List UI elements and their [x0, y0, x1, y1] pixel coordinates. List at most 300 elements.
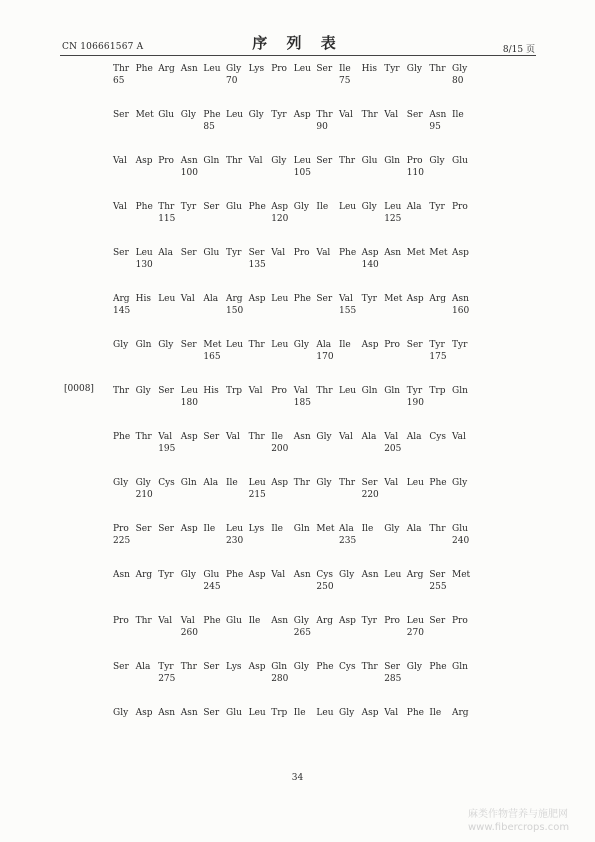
residue: Gly — [339, 570, 355, 580]
residue: Pro — [113, 524, 129, 534]
residue: Gly — [384, 524, 400, 534]
residue: Asn — [361, 570, 379, 580]
residue: Asn — [180, 708, 198, 718]
residue: Gln — [384, 156, 401, 166]
residue: Ser — [316, 294, 333, 304]
position-number: 225 — [113, 536, 131, 546]
position-number: 80 — [452, 76, 464, 86]
position-number: 245 — [203, 582, 221, 592]
residue: Glu — [452, 524, 468, 534]
position-number: 200 — [271, 444, 289, 454]
residue: Thr — [361, 110, 378, 120]
residue: Thr — [339, 478, 356, 488]
residue: Val — [158, 616, 173, 626]
residue: Gly — [180, 110, 196, 120]
residue: Phe — [339, 248, 357, 258]
residue: Leu — [271, 340, 289, 350]
position-number: 205 — [384, 444, 402, 454]
residue: Arg — [158, 64, 175, 74]
residue: Val — [180, 294, 195, 304]
residue: Glu — [226, 616, 242, 626]
sequence-block — [0, 156, 595, 188]
sequence-block — [0, 64, 595, 96]
residue: Leu — [384, 202, 402, 212]
residue: Asp — [271, 202, 289, 212]
residue: Asp — [361, 708, 379, 718]
position-number: 165 — [203, 352, 221, 362]
residue: Ile — [316, 202, 329, 212]
residue: Phe — [135, 64, 153, 74]
residue: Val — [180, 616, 195, 626]
residue: Arg — [452, 708, 469, 718]
residue: Ile — [429, 708, 442, 718]
residue: Val — [384, 708, 399, 718]
residue: Val — [271, 570, 286, 580]
residue: Ile — [452, 110, 464, 120]
residue: Val — [271, 248, 286, 258]
position-number: 130 — [135, 260, 153, 270]
residue: Tyr — [406, 386, 423, 396]
residue: Tyr — [384, 64, 400, 74]
position-number: 125 — [384, 214, 402, 224]
residue: Asn — [384, 248, 402, 258]
sequence-block — [0, 248, 595, 280]
residue: Pro — [113, 616, 129, 626]
residue: Arg — [316, 616, 333, 626]
residue: Asn — [113, 570, 130, 580]
residue: Arg — [429, 294, 446, 304]
residue: Asn — [293, 570, 311, 580]
residue: Ile — [339, 340, 351, 350]
position-number: 105 — [293, 168, 311, 178]
residue: Thr — [248, 340, 265, 350]
residue: Glu — [226, 202, 242, 212]
residue: Pro — [452, 202, 468, 212]
residue: Leu — [339, 202, 357, 212]
residue: Arg — [113, 294, 130, 304]
residue: His — [203, 386, 219, 396]
residue: Gly — [339, 708, 355, 718]
residue: Ser — [113, 110, 129, 120]
residue: Cys — [316, 570, 333, 580]
residue: Asp — [248, 662, 266, 672]
residue: Gly — [180, 570, 196, 580]
residue: Asn — [293, 432, 311, 442]
residue: Gly — [293, 202, 309, 212]
position-number: 95 — [429, 122, 441, 132]
residue: Gln — [452, 662, 468, 672]
residue: Leu — [248, 708, 266, 718]
position-number: 190 — [406, 398, 424, 408]
residue: Tyr — [429, 202, 445, 212]
residue: Ile — [248, 616, 261, 626]
position-number: 110 — [406, 168, 424, 178]
residue: Asp — [180, 524, 198, 534]
residue: Gly — [316, 432, 332, 442]
residue: Val — [293, 386, 308, 396]
residue: Trp — [226, 386, 243, 396]
residue: Leu — [226, 110, 244, 120]
residue: Phe — [429, 662, 447, 672]
position-number: 155 — [339, 306, 357, 316]
residue: Pro — [384, 616, 400, 626]
page-counter: 8/15 页 — [502, 45, 535, 55]
residue: Gly — [406, 64, 422, 74]
residue: Phe — [316, 662, 334, 672]
residue: Trp — [429, 386, 446, 396]
position-number: 115 — [158, 214, 176, 224]
residue: Thr — [248, 432, 265, 442]
residue: Val — [248, 386, 263, 396]
position-number: 100 — [180, 168, 198, 178]
residue: Ala — [406, 202, 422, 212]
sequence-block — [0, 432, 595, 464]
residue: Ala — [316, 340, 332, 350]
residue: Leu — [384, 570, 402, 580]
residue: Val — [248, 156, 263, 166]
residue: Leu — [226, 524, 244, 534]
residue: Leu — [248, 478, 266, 488]
residue: Gln — [135, 340, 152, 350]
residue: Asn — [271, 616, 289, 626]
residue: Lys — [226, 662, 242, 672]
residue: Phe — [203, 616, 221, 626]
residue: Gly — [452, 64, 468, 74]
sequence-block — [0, 386, 595, 418]
position-number: 220 — [361, 490, 379, 500]
residue: Leu — [226, 340, 244, 350]
sequence-block — [0, 110, 595, 142]
residue: Lys — [248, 64, 265, 74]
page-title: 序 列 表 — [252, 34, 343, 52]
residue: Phe — [248, 202, 266, 212]
residue: Tyr — [180, 202, 197, 212]
residue: Arg — [406, 570, 424, 580]
residue: Ser — [180, 340, 197, 350]
residue: Thr — [113, 386, 130, 396]
residue: Gly — [226, 64, 242, 74]
residue: Gly — [135, 386, 151, 396]
header-divider — [60, 55, 536, 56]
residue: Asp — [271, 478, 289, 488]
residue: Thr — [180, 662, 197, 672]
residue: Gly — [135, 478, 151, 488]
residue: Leu — [406, 616, 424, 626]
residue: Ala — [203, 294, 219, 304]
residue: Gln — [361, 386, 378, 396]
position-number: 70 — [226, 76, 238, 86]
residue: Met — [316, 524, 335, 534]
residue: Gly — [113, 708, 129, 718]
residue: Gly — [316, 478, 332, 488]
position-number: 260 — [180, 628, 198, 638]
position-number: 90 — [316, 122, 328, 132]
residue: Gly — [361, 202, 377, 212]
residue: Val — [226, 432, 240, 442]
residue: Glu — [158, 110, 175, 120]
residue: Asp — [361, 248, 379, 258]
position-number: 85 — [203, 122, 215, 132]
residue: Ala — [158, 248, 173, 258]
residue: Leu — [158, 294, 176, 304]
position-number: 120 — [271, 214, 289, 224]
residue: Ser — [384, 662, 400, 672]
residue: Pro — [271, 386, 287, 396]
residue: Ile — [293, 708, 306, 718]
residue: Tyr — [429, 340, 445, 350]
position-number: 230 — [226, 536, 244, 546]
position-number: 285 — [384, 674, 402, 684]
residue: Leu — [135, 248, 153, 258]
position-number: 75 — [339, 76, 351, 86]
position-number: 160 — [452, 306, 470, 316]
position-number: 175 — [429, 352, 447, 362]
residue: Ile — [226, 478, 238, 488]
residue: Asp — [361, 340, 379, 350]
residue: Asp — [339, 616, 356, 626]
residue: Asn — [452, 294, 469, 304]
residue: Glu — [361, 156, 378, 166]
residue: Ser — [203, 202, 220, 212]
residue: Asp — [452, 248, 469, 258]
residue: Leu — [180, 386, 198, 396]
sequence-block — [0, 708, 595, 740]
residue: Val — [339, 432, 353, 442]
watermark-url: www.fibercrops.com — [468, 822, 570, 833]
residue: Ser — [316, 64, 333, 74]
residue: Met — [203, 340, 222, 350]
residue: Ser — [180, 248, 197, 258]
page-number: 34 — [291, 773, 304, 783]
residue: Phe — [113, 432, 131, 442]
residue: Val — [452, 432, 466, 442]
sequence-block — [0, 662, 595, 694]
position-number: 140 — [361, 260, 379, 270]
residue: Gly — [113, 340, 129, 350]
residue: Tyr — [361, 616, 377, 626]
residue: His — [361, 64, 377, 74]
residue: Ser — [429, 570, 446, 580]
residue: Gln — [452, 386, 468, 396]
residue: Phe — [293, 294, 311, 304]
residue: Thr — [361, 662, 378, 672]
residue: Val — [384, 478, 399, 488]
residue: Ser — [113, 662, 129, 672]
residue: Asp — [248, 570, 266, 580]
position-number: 255 — [429, 582, 447, 592]
residue: Met — [384, 294, 403, 304]
residue: Tyr — [226, 248, 242, 258]
residue: Glu — [226, 708, 242, 718]
residue: Ile — [339, 64, 351, 74]
sequence-block — [0, 478, 595, 510]
residue: Asn — [429, 110, 447, 120]
sequence-block — [0, 524, 595, 556]
position-number: 195 — [158, 444, 176, 454]
residue: Val — [339, 294, 353, 304]
residue: Val — [113, 156, 127, 166]
position-number: 215 — [248, 490, 266, 500]
residue: Ala — [361, 432, 377, 442]
residue: Ile — [271, 524, 283, 534]
residue: Pro — [271, 64, 287, 74]
sequence-block — [0, 570, 595, 602]
residue: Ala — [406, 524, 422, 534]
residue: Tyr — [158, 662, 174, 672]
residue: Gly — [293, 662, 309, 672]
residue: Gln — [384, 386, 401, 396]
position-number: 280 — [271, 674, 289, 684]
residue: Asn — [158, 708, 176, 718]
residue: Thr — [293, 478, 310, 488]
residue: Val — [316, 248, 331, 258]
residue: Leu — [293, 156, 311, 166]
position-number: 275 — [158, 674, 176, 684]
residue: Asp — [135, 708, 153, 718]
residue: Gly — [271, 156, 287, 166]
residue: Gln — [271, 662, 288, 672]
position-number: 170 — [316, 352, 334, 362]
residue: Thr — [316, 110, 333, 120]
residue: Asp — [135, 156, 153, 166]
paragraph-tag: [0008] — [64, 384, 94, 394]
residue: Arg — [226, 294, 243, 304]
watermark — [468, 808, 593, 834]
watermark-text: 麻类作物营养与施肥网 — [468, 809, 568, 820]
residue: Asn — [180, 156, 198, 166]
residue: Pro — [452, 616, 468, 626]
residue: Phe — [406, 708, 424, 718]
residue: Leu — [271, 294, 289, 304]
residue: Gly — [248, 110, 264, 120]
residue: Glu — [203, 248, 220, 258]
residue: Gly — [429, 156, 445, 166]
residue: Gln — [293, 524, 310, 534]
position-number: 250 — [316, 582, 334, 592]
residue: Thr — [226, 156, 243, 166]
residue: Lys — [248, 524, 265, 534]
residue: Met — [452, 570, 471, 580]
residue: Phe — [203, 110, 221, 120]
residue: Glu — [452, 156, 468, 166]
residue: Trp — [271, 708, 288, 718]
residue: Ile — [203, 524, 216, 534]
residue: Asp — [293, 110, 311, 120]
position-number: 240 — [452, 536, 470, 546]
residue: Pro — [406, 156, 423, 166]
residue: Tyr — [452, 340, 468, 350]
position-number: 210 — [135, 490, 153, 500]
position-number: 135 — [248, 260, 266, 270]
residue: Tyr — [361, 294, 377, 304]
residue: Thr — [113, 64, 130, 74]
residue: Thr — [158, 202, 175, 212]
residue: Gly — [406, 662, 422, 672]
residue: Gly — [113, 478, 129, 488]
residue: Ser — [158, 524, 174, 534]
residue: Gly — [293, 616, 309, 626]
residue: Asn — [180, 64, 198, 74]
residue: Pro — [293, 248, 310, 258]
residue: Cys — [339, 662, 356, 672]
residue: Gln — [180, 478, 197, 488]
position-number: 185 — [293, 398, 311, 408]
residue: Ser — [406, 110, 423, 120]
residue: Ser — [203, 662, 220, 672]
residue: Met — [135, 110, 154, 120]
residue: Ile — [361, 524, 374, 534]
residue: Ser — [316, 156, 333, 166]
residue: Ser — [361, 478, 378, 488]
residue: Thr — [429, 64, 446, 74]
position-number: 265 — [293, 628, 311, 638]
residue: Cys — [429, 432, 446, 442]
residue: Val — [384, 110, 399, 120]
residue: Ala — [406, 432, 422, 442]
sequence-block — [0, 294, 595, 326]
residue: Thr — [316, 386, 333, 396]
residue: Ala — [339, 524, 354, 534]
residue: Ser — [203, 708, 220, 718]
residue: Phe — [429, 478, 447, 488]
residue: Ala — [135, 662, 151, 672]
residue: Gly — [293, 340, 309, 350]
sequence-block — [0, 616, 595, 648]
residue: Pro — [384, 340, 400, 350]
residue: Ser — [248, 248, 265, 258]
position-number: 150 — [226, 306, 244, 316]
residue: Thr — [429, 524, 446, 534]
residue: Ser — [429, 616, 446, 626]
residue: Leu — [203, 64, 221, 74]
residue: Asp — [406, 294, 424, 304]
document-number: CN 106661567 A — [62, 42, 144, 52]
residue: Cys — [158, 478, 175, 488]
residue: Tyr — [158, 570, 174, 580]
residue: Thr — [135, 432, 152, 442]
residue: Arg — [135, 570, 153, 580]
residue: Val — [384, 432, 399, 442]
residue: Thr — [339, 156, 356, 166]
position-number: 270 — [406, 628, 424, 638]
residue: Phe — [135, 202, 153, 212]
residue: Asp — [180, 432, 198, 442]
residue: Leu — [316, 708, 334, 718]
residue: Met — [406, 248, 425, 258]
residue: Met — [429, 248, 448, 258]
residue: Leu — [293, 64, 311, 74]
residue: Ile — [271, 432, 283, 442]
sequence-block — [0, 202, 595, 234]
residue: Val — [158, 432, 173, 442]
residue: Tyr — [271, 110, 287, 120]
residue: Ser — [135, 524, 152, 534]
residue: Pro — [158, 156, 174, 166]
sequence-block — [0, 340, 595, 372]
residue: Asp — [248, 294, 266, 304]
residue: Leu — [339, 386, 357, 396]
residue: Thr — [135, 616, 152, 626]
position-number: 65 — [113, 76, 125, 86]
residue: Gln — [203, 156, 220, 166]
position-number: 235 — [339, 536, 357, 546]
residue: Val — [113, 202, 127, 212]
residue: Ser — [158, 386, 174, 396]
residue: Phe — [226, 570, 244, 580]
residue: Ser — [406, 340, 423, 350]
residue: Leu — [406, 478, 424, 488]
residue: Ser — [203, 432, 220, 442]
